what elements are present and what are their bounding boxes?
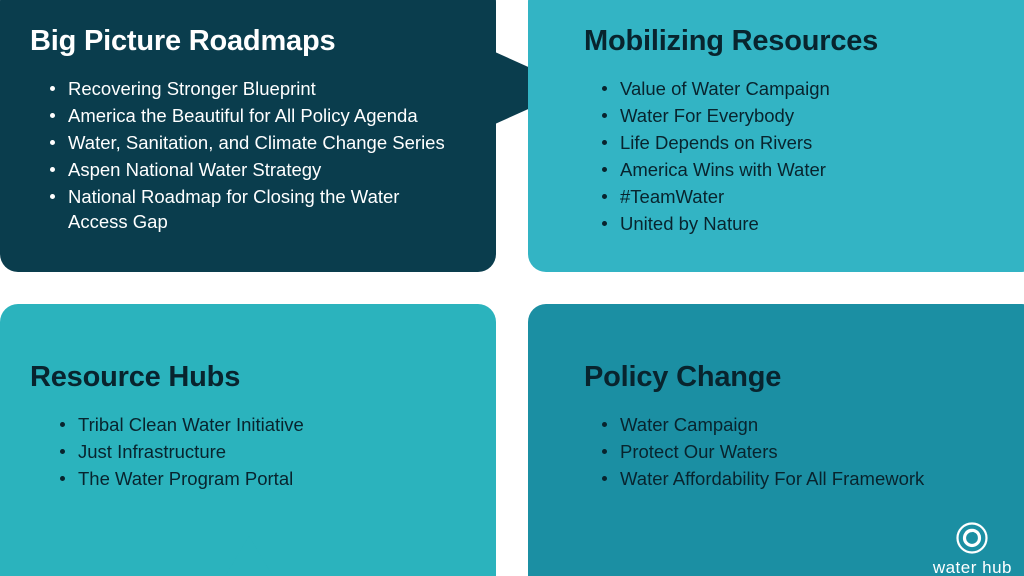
- water-hub-logo: [933, 521, 1012, 576]
- list-item: America Wins with Water: [598, 157, 1006, 182]
- list-item: Water Campaign: [598, 412, 1006, 437]
- quadrant-policy-change: [528, 304, 1024, 576]
- quadrant-title-bottom-right: Policy Change: [584, 361, 782, 393]
- water-hub-logo-text: water hub: [932, 558, 1012, 576]
- list-item: Recovering Stronger Blueprint: [46, 76, 462, 101]
- list-item: Just Infrastructure: [56, 439, 462, 464]
- list-item: Tribal Clean Water Initiative: [56, 412, 462, 437]
- list-item: Water For Everybody: [598, 103, 1006, 128]
- list-item: The Water Program Portal: [56, 466, 462, 491]
- quadrant-list-bottom-right: [598, 412, 1006, 491]
- quadrant-list-top-right: [598, 76, 1006, 236]
- list-item: Water, Sanitation, and Climate Change Series: [46, 130, 462, 155]
- list-item: National Roadmap for Closing the Water Access Gap: [46, 184, 462, 234]
- quadrant-resource-hubs: [0, 304, 496, 576]
- list-item: Aspen National Water Strategy: [46, 157, 462, 182]
- list-item: #TeamWater: [598, 184, 1006, 209]
- water-hub-mark-icon: [955, 521, 989, 555]
- quadrant-title-bottom-left: Resource Hubs: [30, 361, 241, 393]
- list-item: Life Depends on Rivers: [598, 130, 1006, 155]
- list-item: Water Affordability For All Framework: [598, 466, 1006, 491]
- quadrant-big-picture-roadmaps: [0, 0, 496, 272]
- list-item: America the Beautiful for All Policy Agenda: [46, 103, 462, 128]
- list-item: Protect Our Waters: [598, 439, 1006, 464]
- list-item: Value of Water Campaign: [598, 76, 1006, 101]
- list-item: United by Nature: [598, 211, 1006, 236]
- quadrant-title-top-right: Mobilizing Resources: [584, 25, 879, 57]
- quadrant-list-bottom-left: [56, 412, 462, 491]
- quadrant-mobilizing-resources: [528, 0, 1024, 272]
- quadrant-title-top-left: Big Picture Roadmaps: [30, 25, 336, 57]
- quadrant-list-top-left: [46, 76, 462, 234]
